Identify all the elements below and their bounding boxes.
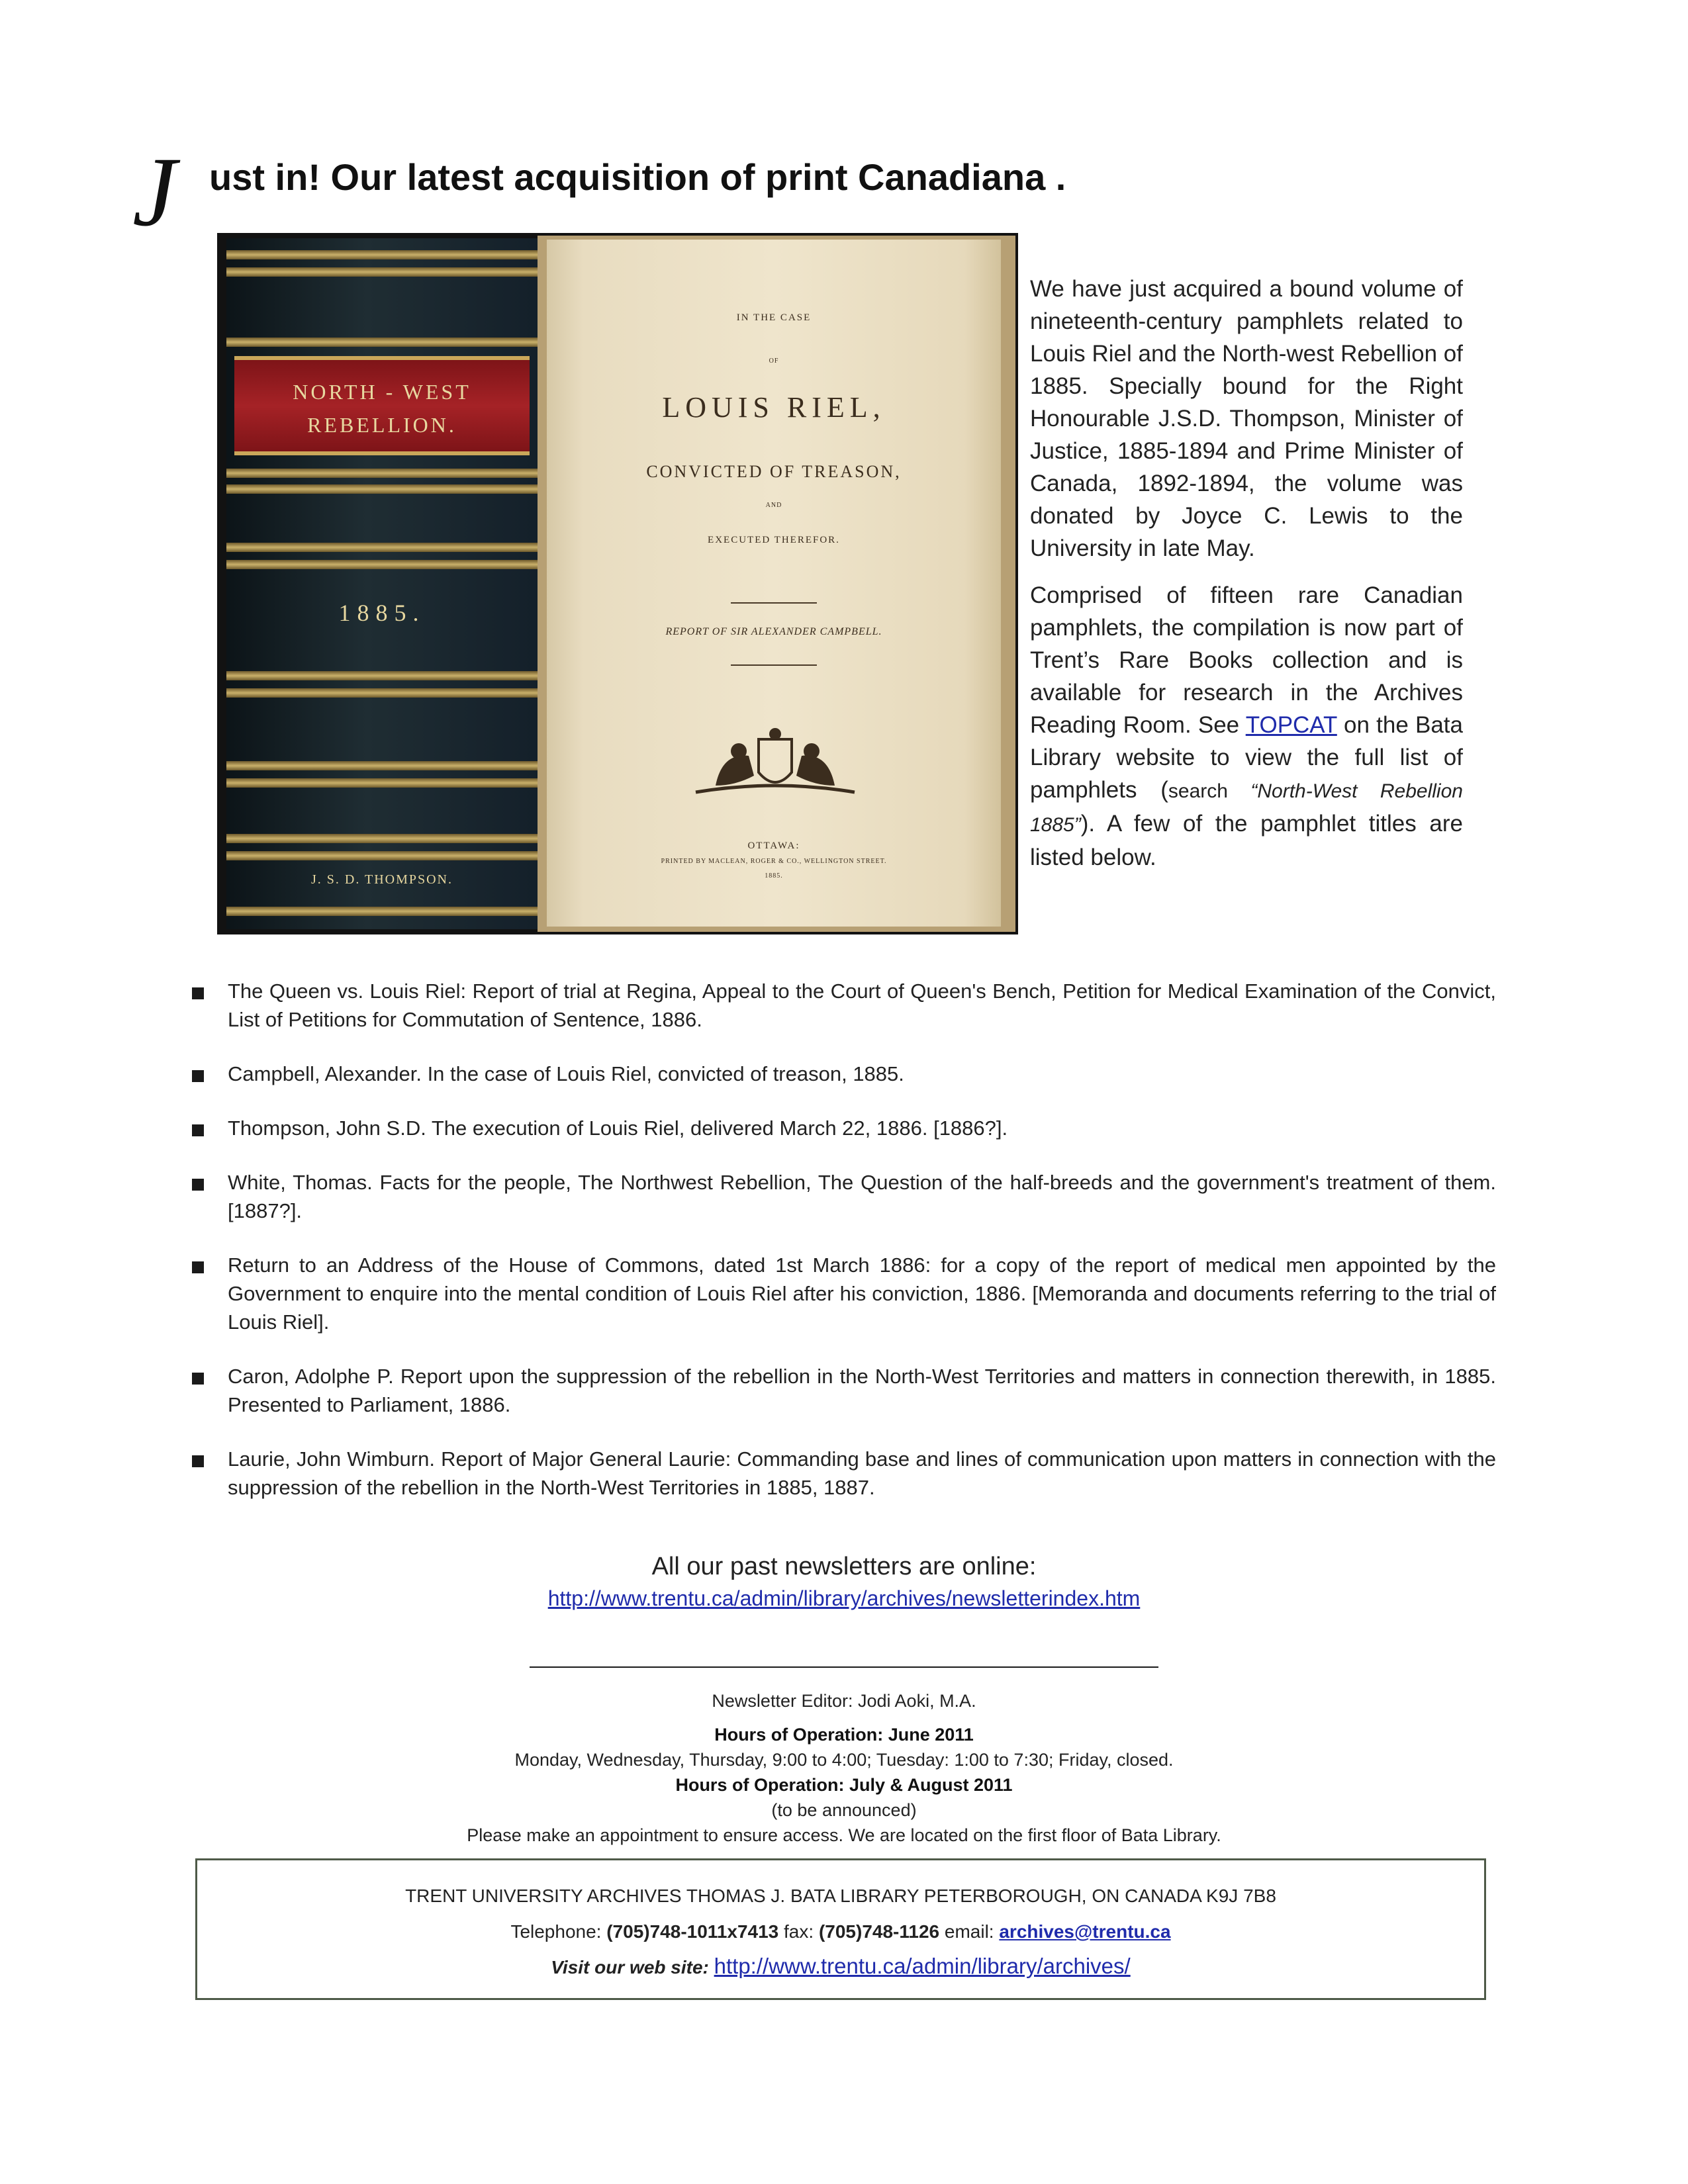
tp-report: REPORT OF SIR ALEXANDER CAMPBELL. xyxy=(665,626,882,637)
list-item: Campbell, Alexander. In the case of Louis Riel, convicted of treason, 1885. xyxy=(192,1060,1496,1088)
spine-year: 1885. xyxy=(338,600,426,626)
tp-year: 1885. xyxy=(765,872,783,880)
square-bullet-icon xyxy=(192,1261,204,1273)
square-bullet-icon xyxy=(192,1124,204,1136)
title-page xyxy=(538,236,1015,932)
tp-and: AND xyxy=(765,502,782,509)
list-item: White, Thomas. Facts for the people, The Northwest Rebellion, The Question of the half-breeds and the government's treatment of them. [1887?]. xyxy=(192,1168,1496,1225)
square-bullet-icon xyxy=(192,987,204,999)
topcat-link[interactable]: TOPCAT xyxy=(1245,712,1337,738)
list-item: Thompson, John S.D. The execution of Louis Riel, delivered March 22, 1886. [1886?]. xyxy=(192,1114,1496,1142)
list-item: Caron, Adolphe P. Report upon the suppression of the rebellion in the North-West Territories and matters in connection therewith, in 1885. Presented to Parliament, 1886. xyxy=(192,1362,1496,1419)
tp-city: OTTAWA: xyxy=(747,841,800,851)
tp-executed: EXECUTED THEREFOR. xyxy=(708,535,840,545)
tp-printer: PRINTED BY MACLEAN, ROGER & CO., WELLINGTON STREET. xyxy=(661,858,887,865)
search-term: “North-West Rebellion 1885” xyxy=(1030,780,1463,836)
footer-address: TRENT UNIVERSITY ARCHIVES THOMAS J. BATA LIBRARY PETERBOROUGH, ON CANADA K9J 7B8 xyxy=(405,1886,1276,1906)
square-bullet-icon xyxy=(192,1373,204,1385)
intro-paragraph-1: We have just acquired a bound volume of nineteenth-century pamphlets related to Louis Riel and the North-west Rebellion of 1885. Specially bound for the Right Honourable J.S.D. Thompson, Minister of Justice, 1885-1894 and Prime Minister of Canada, 1892-1894, the volume was donated by Joyce C. Lewis to the University in late May. xyxy=(1030,276,1463,561)
hours-note: Please make an appointment to ensure access. We are located on the first floor of Bata Library. xyxy=(467,1825,1221,1845)
divider xyxy=(530,1666,1158,1668)
newsletters-link[interactable]: http://www.trentu.ca/admin/library/archives/newsletterindex.htm xyxy=(547,1586,1141,1610)
headline-text: ust in! Our latest acquisition of print Canadiana . xyxy=(209,156,1066,198)
contact-box xyxy=(195,1858,1486,2000)
list-item: The Queen vs. Louis Riel: Report of trial at Regina, Appeal to the Court of Queen's Bench, Petition for Medical Examination of the Convict, List of Petitions for Commutation of Sentence, 1886. xyxy=(192,977,1496,1034)
pamphlet-list xyxy=(192,977,1496,1527)
footer-visit-label: Visit our web site: xyxy=(551,1957,714,1978)
intro-paragraph-2: Comprised of fifteen rare Canadian pamphlets, the compilation is now part of Trent’s Rare Books collection and is available for research in the Archives Reading Room. See TOPCAT on the Bata Library website to view the full list of pamphlets (search “North-West Rebellion 1885”). A few of the pamphlet titles are listed below. xyxy=(1030,582,1463,870)
spine-name: J. S. D. THOMPSON. xyxy=(310,872,453,887)
list-item: Laurie, John Wimburn. Report of Major General Laurie: Commanding base and lines of communication upon matters in connection with the suppression of the rebellion in the North-West Territories in 1885, 1887. xyxy=(192,1445,1496,1502)
footer-fax: (705)748-1126 xyxy=(818,1921,940,1942)
tp-name: LOUIS RIEL, xyxy=(662,391,886,424)
footer-website-link[interactable]: http://www.trentu.ca/admin/library/archives/ xyxy=(714,1954,1131,1978)
hours-summer-title: Hours of Operation: July & August 2011 xyxy=(675,1775,1013,1795)
hours-june-text: Monday, Wednesday, Thursday, 9:00 to 4:00; Tuesday: 1:00 to 7:30; Friday, closed. xyxy=(514,1750,1174,1770)
headline xyxy=(132,137,1390,248)
hours-june-title: Hours of Operation: June 2011 xyxy=(714,1725,974,1745)
square-bullet-icon xyxy=(192,1179,204,1191)
book-spine xyxy=(226,238,538,929)
square-bullet-icon xyxy=(192,1455,204,1467)
coat-of-arms-icon xyxy=(676,726,874,799)
footer-website-line xyxy=(197,1953,1484,1981)
newsletter-editor: Newsletter Editor: Jodi Aoki, M.A. xyxy=(712,1691,976,1711)
newsletters-heading: All our past newsletters are online: xyxy=(651,1553,1037,1580)
intro-text xyxy=(1030,273,1463,888)
tp-in-the-case: IN THE CASE xyxy=(736,312,812,323)
hours-summer-text: (to be announced) xyxy=(771,1800,917,1820)
footer-email-link[interactable]: archives@trentu.ca xyxy=(999,1921,1171,1942)
spine-label xyxy=(234,356,530,455)
editor-block xyxy=(0,1689,1688,1848)
list-item: Return to an Address of the House of Commons, dated 1st March 1886: for a copy of the report of medical men appointed by the Government to enquire into the mental condition of Louis Riel after his conviction, 1886. [Memoranda and documents referring to the trial of Louis Riel]. xyxy=(192,1251,1496,1336)
book-photo xyxy=(217,233,1018,934)
newsletters-url-row xyxy=(0,1584,1688,1612)
tp-convicted: CONVICTED OF TREASON, xyxy=(646,462,902,481)
footer-contact-line: Telephone: (705)748-1011x7413 fax: (705)748-1126 email: archives@trentu.ca xyxy=(510,1921,1171,1942)
tp-of: OF xyxy=(769,357,779,365)
drop-cap: J xyxy=(132,137,177,247)
spine-label-line1: NORTH - WEST xyxy=(293,380,471,404)
square-bullet-icon xyxy=(192,1070,204,1082)
spine-label-line2: REBELLION. xyxy=(307,413,457,437)
footer-telephone: (705)748-1011x7413 xyxy=(606,1921,779,1942)
